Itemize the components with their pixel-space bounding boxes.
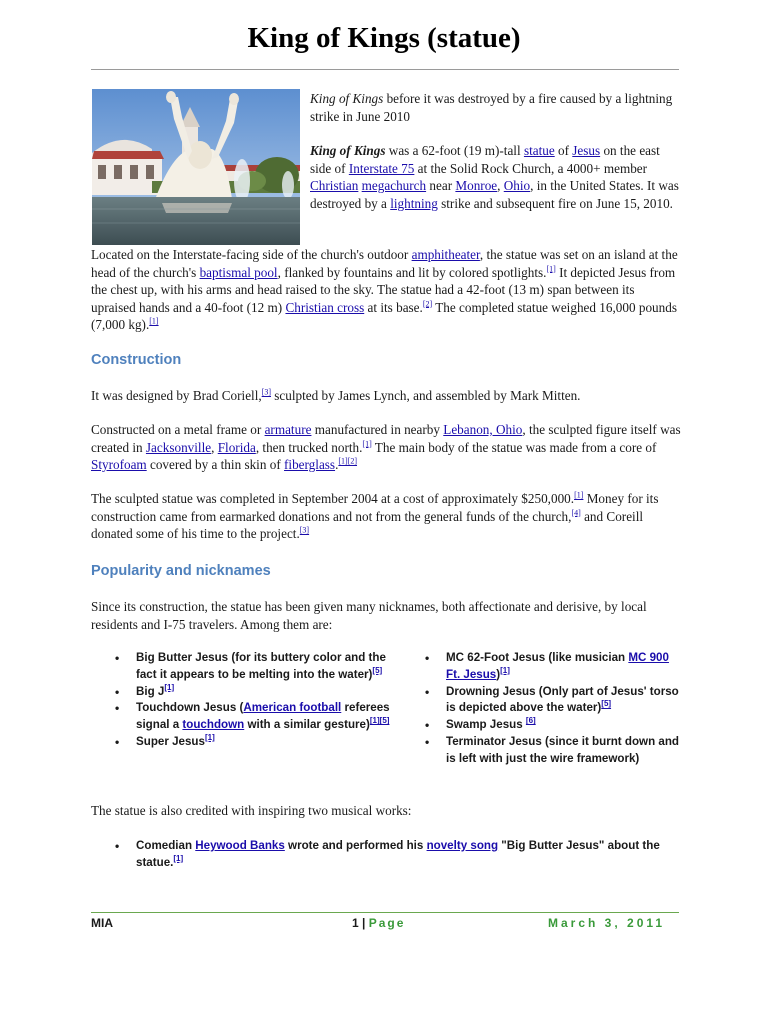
construction-paragraph xyxy=(91,421,681,474)
caption-text: before it was destroyed by a fire caused by a lightning strike in June 2010 xyxy=(310,91,673,124)
footer-page xyxy=(352,916,405,930)
heading-popularity: Popularity and nicknames xyxy=(91,563,271,579)
heading-construction: Construction xyxy=(91,352,182,368)
intro-text: strike and subsequent fire on June 15, 2010. xyxy=(437,195,673,211)
para-text: , the sculpted figure itself was created in xyxy=(91,422,681,455)
intro-text: was a 62-foot (19 m)-tall xyxy=(385,143,524,158)
list-item xyxy=(418,684,683,718)
para-text: Constructed on a metal frame or xyxy=(91,422,265,437)
list-item xyxy=(418,650,683,684)
reference-link[interactable]: [4] xyxy=(571,508,581,518)
nickname-list-right xyxy=(418,650,683,768)
list-item xyxy=(108,838,683,872)
link-amphitheater[interactable]: amphitheater xyxy=(411,247,480,262)
intro-bold-title: King of Kings xyxy=(310,143,386,158)
link-touchdown[interactable]: touchdown xyxy=(182,718,245,732)
intro-text: near xyxy=(426,178,456,193)
reference-link[interactable]: [5] xyxy=(601,699,612,709)
reference-link[interactable]: [1][2] xyxy=(338,456,358,466)
list-item-text: wrote and performed his xyxy=(284,839,427,852)
list-item-text: "Big Butter Jesus" about the statue. xyxy=(136,839,660,869)
statue-photo xyxy=(92,89,300,245)
footer-date: March 3, 2011 xyxy=(548,916,666,930)
list-item-text: Big Butter Jesus (for its buttery color and the fact it appears to be melting into the water) xyxy=(136,651,386,681)
para-text: , xyxy=(211,439,218,455)
page-title: King of Kings (statue) xyxy=(247,22,521,54)
list-item-text: MC 62-Foot Jesus (like musician xyxy=(446,651,629,664)
reference-link[interactable]: [6] xyxy=(525,716,536,726)
reference-link[interactable]: [1] xyxy=(164,682,175,692)
list-item-text: with a similar gesture) xyxy=(244,718,370,732)
intro-text: , in the United States. It was destroyed by a xyxy=(310,178,679,211)
list-item-text: ) xyxy=(496,667,501,681)
link-megachurch[interactable]: megachurch xyxy=(361,178,427,193)
list-item-text: Terminator Jesus (since it burnt down and is left with just the wire framework) xyxy=(446,734,679,765)
link-novelty-song[interactable]: novelty song xyxy=(426,839,499,852)
photo-caption xyxy=(310,90,678,125)
link-lebanon-ohio[interactable]: Lebanon, Ohio xyxy=(443,422,523,437)
para-text: at its base. xyxy=(364,299,423,315)
intro-text: , xyxy=(497,178,504,193)
reference-link[interactable]: [1] xyxy=(500,665,510,675)
reference-link[interactable]: [1] xyxy=(173,853,184,863)
list-item xyxy=(108,700,398,734)
reference-link[interactable]: [1] xyxy=(546,264,556,274)
footer-author: MIA xyxy=(91,916,113,930)
para-text: , flanked by fountains and lit by colored spotlights. xyxy=(277,264,547,280)
link-styrofoam[interactable]: Styrofoam xyxy=(91,457,147,472)
link-ohio[interactable]: Ohio xyxy=(503,178,531,193)
reference-link[interactable]: [1] xyxy=(574,490,584,500)
nickname-list-left xyxy=(108,650,398,751)
reference-link[interactable]: [1][5] xyxy=(369,716,390,726)
link-mc-900-ft-jesus[interactable]: MC 900 Ft. Jesus xyxy=(446,651,669,681)
musical-works-list xyxy=(108,838,683,872)
link-interstate-75[interactable]: Interstate 75 xyxy=(348,160,415,176)
page-separator: | xyxy=(358,916,369,930)
list-item xyxy=(418,717,683,734)
para-text: The sculpted statue was completed in September 2004 at a cost of approximately $250,000. xyxy=(91,491,575,506)
para-text: covered by a thin skin of xyxy=(146,457,285,472)
para-text: Money for its construction came from earmarked donations and not from the general funds of the church, xyxy=(91,491,659,524)
design-paragraph xyxy=(91,387,681,405)
reference-link[interactable]: [3] xyxy=(299,525,310,535)
reference-link[interactable]: [5] xyxy=(372,665,383,675)
para-text: Located on the Interstate-facing side of the church's outdoor xyxy=(91,247,412,262)
intro-text: on the east side of xyxy=(310,143,660,176)
link-fiberglass[interactable]: fiberglass xyxy=(284,457,336,472)
link-american-football[interactable]: American football xyxy=(243,701,342,715)
link-baptismal-pool[interactable]: baptismal pool xyxy=(199,264,278,280)
list-item-text: Touchdown Jesus ( xyxy=(136,701,244,715)
list-item xyxy=(108,650,398,684)
reference-link[interactable]: [1] xyxy=(362,439,372,449)
intro-paragraph xyxy=(310,142,680,212)
link-christian[interactable]: Christian xyxy=(310,178,359,193)
para-text: . xyxy=(335,457,339,472)
intro-text: at the Solid Rock Church, a 4000+ member xyxy=(414,160,648,176)
para-text: The main body of the statue was made from a core of xyxy=(371,439,657,455)
list-item-text: Super Jesus xyxy=(136,734,205,748)
para-text: It depicted Jesus from the chest up, with his arms and head raised to the sky. The statue had a 42-foot (13 m) span between its upraised hands and a 40-foot (12 m) xyxy=(91,264,676,315)
location-paragraph xyxy=(91,246,681,334)
link-lightning[interactable]: lightning xyxy=(390,195,438,211)
reference-link[interactable]: [1] xyxy=(149,316,159,326)
page-number: 1 xyxy=(352,916,359,930)
list-item-text: Drowning Jesus (Only part of Jesus' torso is depicted above the water) xyxy=(446,684,679,715)
page-label: Page xyxy=(368,916,406,930)
reference-link[interactable]: [3] xyxy=(261,387,271,397)
footer-divider xyxy=(91,912,679,913)
list-item-text: referees signal a xyxy=(136,701,390,732)
link-statue[interactable]: statue xyxy=(523,143,555,158)
link-florida[interactable]: Florida xyxy=(217,439,256,455)
nicknames-intro-paragraph: Since its construction, the statue has been given many nicknames, both affectionate and derisive, by local residents and I-75 travelers. Among them are: xyxy=(91,599,647,632)
para-text: , then trucked north. xyxy=(255,439,363,455)
link-christian-cross[interactable]: Christian cross xyxy=(285,299,365,315)
link-jacksonville[interactable]: Jacksonville xyxy=(145,439,212,455)
para-text: It was designed by Brad Coriell, xyxy=(91,388,262,403)
cost-paragraph xyxy=(91,490,681,543)
reference-link[interactable]: [2] xyxy=(422,299,433,309)
intro-text: of xyxy=(554,143,573,158)
link-monroe[interactable]: Monroe xyxy=(455,178,498,193)
list-item xyxy=(108,684,398,701)
list-item-text: Swamp Jesus xyxy=(446,718,526,732)
caption-italic: King of Kings xyxy=(310,91,384,106)
list-item-text: Big J xyxy=(136,684,165,698)
list-item xyxy=(418,734,683,768)
link-jesus[interactable]: Jesus xyxy=(572,143,601,158)
title-divider xyxy=(91,69,679,70)
list-item-text: Comedian xyxy=(136,839,196,852)
para-text: and Coreill donated some of his time to the project. xyxy=(91,508,644,541)
reference-link[interactable]: [1] xyxy=(204,733,215,743)
para-text: , the statue was set on an island at the head of the church's xyxy=(91,247,678,280)
para-text: manufactured in nearby xyxy=(311,422,444,437)
link-heywood-banks[interactable]: Heywood Banks xyxy=(195,839,285,852)
link-armature[interactable]: armature xyxy=(264,422,312,437)
para-text: sculpted by James Lynch, and assembled by Mark Mitten. xyxy=(271,388,581,403)
para-text: The completed statue weighed 16,000 pounds (7,000 kg). xyxy=(91,299,677,332)
list-item xyxy=(108,734,398,751)
musical-works-paragraph: The statue is also credited with inspiring two musical works: xyxy=(91,803,412,818)
